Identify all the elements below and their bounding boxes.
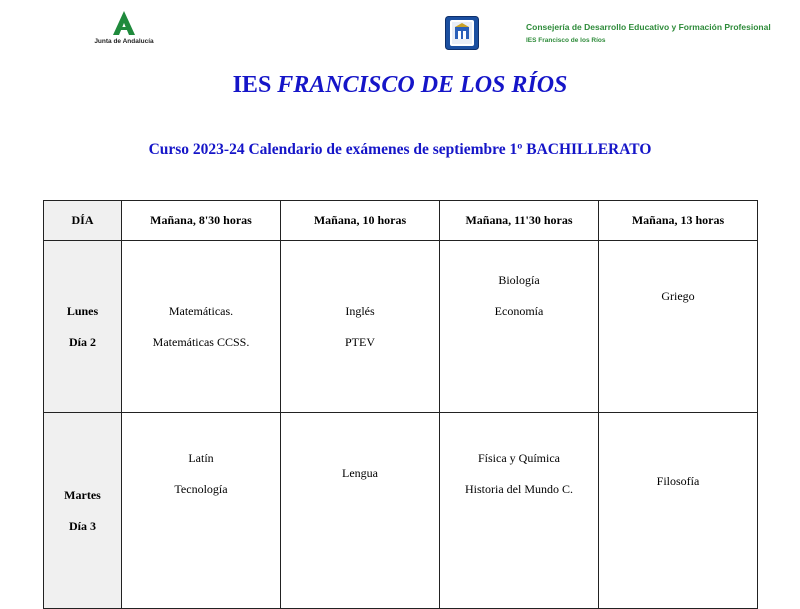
table-row <box>44 413 758 609</box>
exam-cell <box>122 241 281 413</box>
exam-subject: Tecnología <box>174 482 228 496</box>
header-slot-1: Mañana, 8'30 horas <box>122 201 281 241</box>
page-title <box>0 72 800 99</box>
title-prefix: IES <box>232 72 272 98</box>
exam-cell <box>440 241 599 413</box>
exam-subject: Latín <box>188 451 214 465</box>
header-slot-4: Mañana, 13 horas <box>599 201 758 241</box>
exam-subject: Historia del Mundo C. <box>465 482 573 496</box>
ies-small-label: IES Francisco de los Ríos <box>526 37 606 44</box>
document-header <box>0 0 800 60</box>
day-cell <box>44 241 122 413</box>
exam-subject: Economía <box>494 304 544 318</box>
exam-cell <box>281 413 440 609</box>
exam-subject: Inglés <box>345 303 375 318</box>
exam-cell <box>281 241 440 413</box>
exam-cell <box>599 241 758 413</box>
junta-logo-text: Junta de Andalucía <box>94 38 154 45</box>
header-day: DÍA <box>44 201 122 241</box>
page-subtitle: Curso 2023-24 Calendario de exámenes de septiembre 1º BACHILLERATO <box>148 141 652 158</box>
day-name: Lunes <box>66 303 99 318</box>
junta-logo-icon <box>110 10 138 36</box>
table-row <box>44 241 758 413</box>
day-name: Martes <box>64 487 101 502</box>
exam-subject: Física y Química <box>478 451 560 465</box>
day-date: Día 2 <box>69 334 96 349</box>
consejeria-heading: Consejería de Desarrollo Educativo y Formación Profesional <box>526 22 771 32</box>
exam-calendar-table <box>43 200 758 609</box>
title-school-name: FRANCISCO DE LOS RÍOS <box>277 72 568 98</box>
exam-subject: PTEV <box>345 334 375 349</box>
exam-cell <box>440 413 599 609</box>
junta-de-andalucia-logo <box>86 10 162 50</box>
exam-subject: Matemáticas CCSS. <box>152 334 250 349</box>
school-crest-icon <box>445 16 479 50</box>
exam-subject: Filosofía <box>656 474 700 488</box>
day-cell <box>44 413 122 609</box>
exam-subject: Lengua <box>342 466 378 480</box>
header-slot-2: Mañana, 10 horas <box>281 201 440 241</box>
exam-subject: Griego <box>661 289 695 303</box>
header-slot-3: Mañana, 11'30 horas <box>440 201 599 241</box>
exam-subject: Biología <box>498 273 540 287</box>
exam-subject: Matemáticas. <box>168 303 234 318</box>
exam-cell <box>122 413 281 609</box>
day-date: Día 3 <box>69 518 96 533</box>
exam-cell <box>599 413 758 609</box>
table-header-row <box>44 201 758 241</box>
